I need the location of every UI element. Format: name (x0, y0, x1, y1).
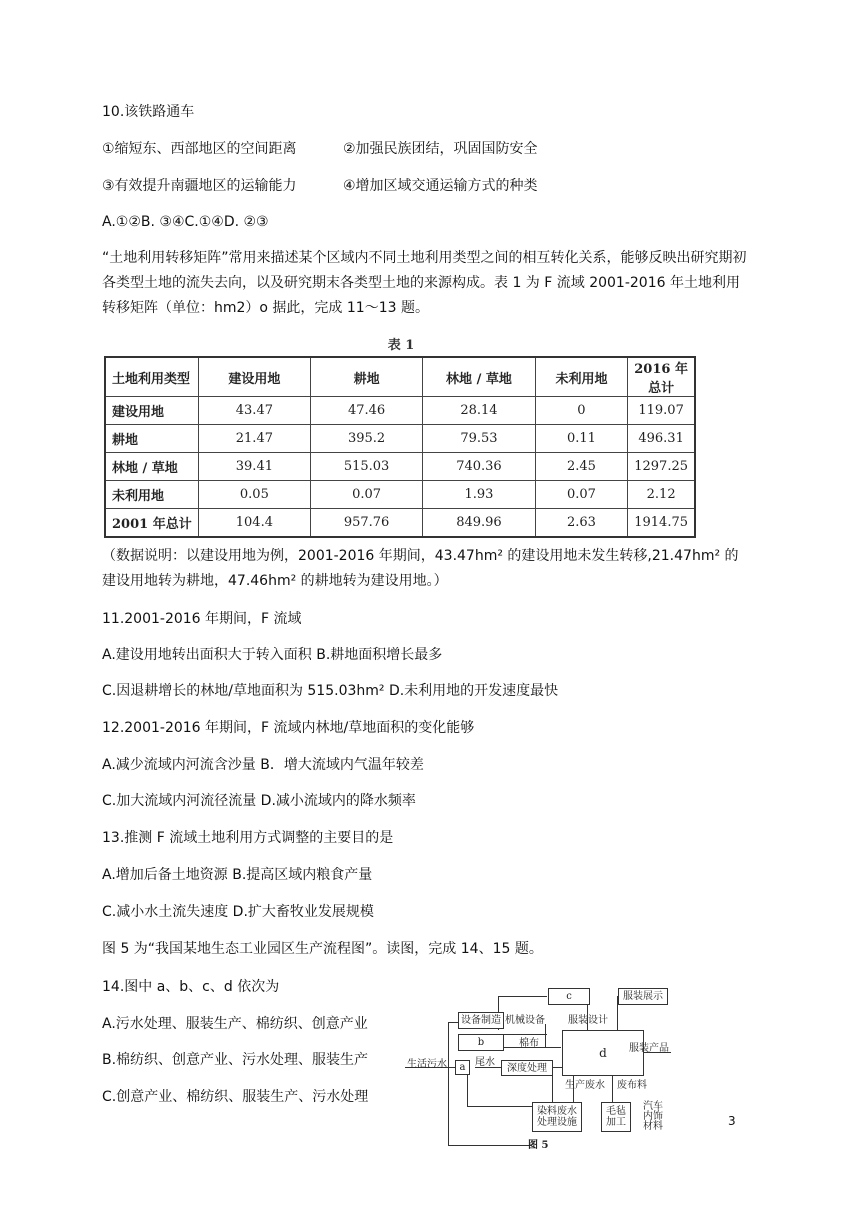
q10-option-4: ④增加区域交通运输方式的种类 (343, 178, 538, 194)
label-clothing-design: 服装设计 (568, 1015, 608, 1026)
table-cell: 1914.75 (628, 509, 695, 538)
box-b: b (458, 1034, 504, 1051)
q11-options-cd: C.因退耕增长的林地/草地面积为 515.03hm² D.未利用地的开发速度最快 (102, 683, 559, 699)
box-deep-treatment: 深度处理 (501, 1060, 553, 1076)
label-machinery: 机械设备 (505, 1015, 545, 1026)
table-row (105, 481, 695, 509)
table-caption: 表 1 (387, 338, 415, 353)
table-cell: 0 (535, 397, 628, 425)
q14-option-b: B.棉纺织、创意产业、污水处理、服装生产 (102, 1052, 369, 1068)
q13-options-ab: A.增加后备土地资源 B.提高区域内粮食产量 (102, 867, 373, 883)
table-cell: 515.03 (310, 453, 422, 481)
connector-line (545, 1024, 546, 1048)
q12-options-cd: C.加大流域内河流径流量 D.减小流域内的降水频率 (102, 793, 416, 809)
q10-option-2: ②加强民族团结，巩固国防安全 (343, 141, 538, 157)
label-production-wastewater: 生产废水 (565, 1080, 605, 1091)
table-cell: 0.05 (198, 481, 310, 509)
label-cotton-cloth: 棉布 (519, 1038, 539, 1049)
box-equipment-manufacturing: 设备制造 (458, 1012, 504, 1029)
q13-stem: 13.推测 F 流域土地利用方式调整的主要目的是 (102, 830, 394, 846)
connector-line (467, 1074, 468, 1106)
table-cell: 1.93 (423, 481, 535, 509)
label-car-interior-materials: 汽车内饰材料 (643, 1101, 663, 1132)
table-cell: 0.07 (535, 481, 628, 509)
q14-stem: 14.图中 a、b、c、d 依次为 (102, 979, 280, 995)
box-felt-processing: 毛毡加工 (601, 1102, 631, 1132)
q10-choices: A.①②B. ③④C.①④D. ②③ (102, 214, 269, 230)
table-cell: 建设用地 (105, 397, 198, 425)
land-use-transfer-matrix (104, 356, 696, 538)
q11-stem: 11.2001-2016 年期间，F 流域 (102, 611, 302, 627)
connector-line (498, 996, 547, 997)
table-cell: 740.36 (423, 453, 535, 481)
q14-option-c: C.创意产业、棉纺织、服装生产、污水处理 (102, 1089, 369, 1105)
connector-line (448, 1145, 532, 1146)
box-d: d (562, 1030, 644, 1076)
label-waste-cloth: 废布料 (617, 1080, 647, 1091)
table-header-cell: 未利用地 (535, 357, 628, 397)
q12-options-ab: A.减少流域内河流含沙量 B．增大流域内气温年较差 (102, 757, 424, 773)
q14-option-a: A.污水处理、服装生产、棉纺织、创意产业 (102, 1016, 368, 1032)
table-1 (104, 336, 698, 538)
table-cell: 林地 / 草地 (105, 453, 198, 481)
table-cell: 28.14 (423, 397, 535, 425)
connector-line (612, 1074, 613, 1102)
q12-stem: 12.2001-2016 年期间，F 流域内林地/草地面积的变化能够 (102, 720, 475, 736)
table-header-cell: 林地 / 草地 (423, 357, 535, 397)
table-header-cell: 土地利用类型 (105, 357, 198, 397)
label-domestic-sewage: 生活污水 (407, 1059, 447, 1070)
table-cell: 2.45 (535, 453, 628, 481)
table-header-row (105, 357, 695, 397)
land-use-intro: “土地利用转移矩阵”常用来描述某个区域内不同土地利用类型之间的相互转化关系，能够反映出研究期初各类型土地的流失去向，以及研究期末各类型土地的来源构成。表 1 为 F 流域 2001-2016 年土地利用转移矩阵（单位：hm2）o 据此，完成 11～13 题。 (102, 250, 747, 316)
figure-5-flow-diagram (405, 984, 695, 1150)
data-note: （数据说明：以建设用地为例，2001-2016 年期间，43.47hm² 的建设用地未发生转移,21.47hm² 的建设用地转为耕地，47.46hm² 的耕地转为建设用地。） (102, 548, 739, 589)
table-cell: 849.96 (423, 509, 535, 538)
table-cell: 2.63 (535, 509, 628, 538)
figure-intro: 图 5 为“我国某地生态工业园区生产流程图”。读图，完成 14、15 题。 (102, 941, 543, 957)
table-cell: 2.12 (628, 481, 695, 509)
table-cell: 0.07 (310, 481, 422, 509)
q10-stem: 10.该铁路通车 (102, 104, 195, 120)
label-clothing-products: 服装产品 (629, 1043, 669, 1054)
table-cell: 496.31 (628, 425, 695, 453)
table-cell: 119.07 (628, 397, 695, 425)
box-a: a (455, 1060, 470, 1075)
table-header-cell: 2016 年总计 (628, 357, 695, 397)
q10-option-1: ①缩短东、西部地区的空间距离 (102, 141, 297, 157)
box-clothing-display: 服装展示 (618, 988, 668, 1005)
connector-line (448, 1022, 449, 1146)
table-cell: 39.41 (198, 453, 310, 481)
table-cell: 43.47 (198, 397, 310, 425)
table-cell: 2001 年总计 (105, 509, 198, 538)
table-row (105, 509, 695, 538)
table-row (105, 453, 695, 481)
table-row (105, 397, 695, 425)
page-number: 3 (728, 1114, 736, 1128)
q11-options-ab: A.建设用地转出面积大于转入面积 B.耕地面积增长最多 (102, 647, 443, 663)
table-cell: 未利用地 (105, 481, 198, 509)
table-cell: 957.76 (310, 509, 422, 538)
table-cell: 79.53 (423, 425, 535, 453)
table-cell: 104.4 (198, 509, 310, 538)
box-dye-wastewater-facility: 染料废水处理设施 (532, 1102, 582, 1132)
table-header-cell: 建设用地 (198, 357, 310, 397)
table-cell: 395.2 (310, 425, 422, 453)
table-cell: 耕地 (105, 425, 198, 453)
table-cell: 47.46 (310, 397, 422, 425)
label-tail-water: 尾水 (475, 1057, 495, 1068)
q13-options-cd: C.减小水土流失速度 D.扩大畜牧业发展规模 (102, 904, 374, 920)
table-header-cell: 耕地 (310, 357, 422, 397)
figure-caption: 图 5 (528, 1140, 549, 1151)
table-row (105, 425, 695, 453)
table-cell: 21.47 (198, 425, 310, 453)
q10-option-3: ③有效提升南疆地区的运输能力 (102, 178, 297, 194)
table-cell: 1297.25 (628, 453, 695, 481)
table-cell: 0.11 (535, 425, 628, 453)
box-c: c (548, 988, 590, 1005)
